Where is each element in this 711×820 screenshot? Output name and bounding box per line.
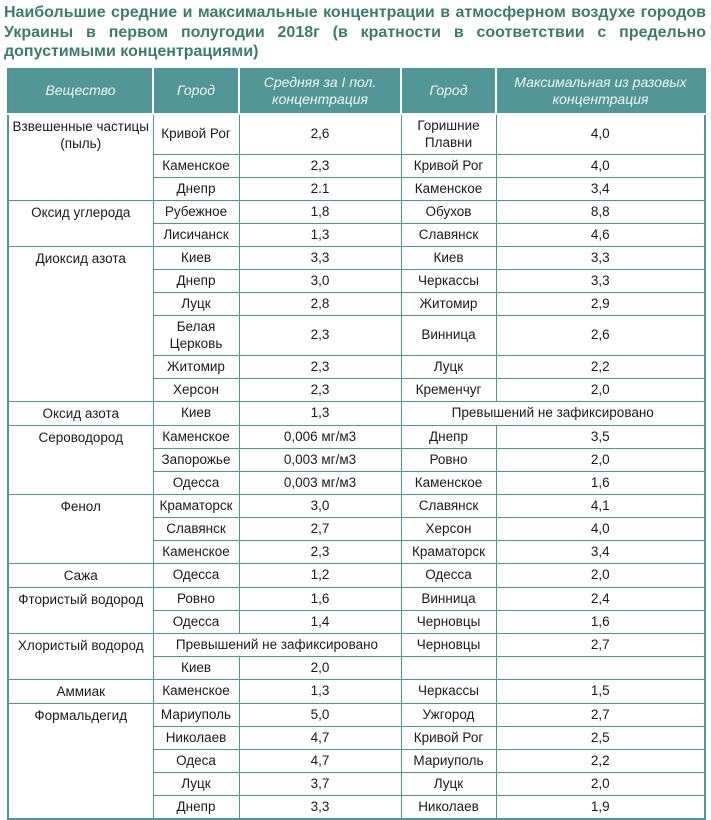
avg-city-cell: Житомир — [153, 355, 239, 378]
max-value-cell — [496, 656, 705, 679]
avg-city-cell: Днепр — [153, 177, 239, 200]
max-city-cell: Николаев — [401, 795, 496, 819]
avg-city-cell: Мариуполь — [153, 703, 239, 726]
avg-city-cell: Одеса — [153, 749, 239, 772]
max-value-cell: 1,6 — [496, 471, 705, 494]
table-row — [8, 563, 705, 587]
no-exceedance-note: Превышений не зафиксировано — [401, 401, 705, 425]
avg-value-cell: 0,003 мг/м3 — [239, 448, 401, 471]
column-header-max-concentration: Максимальная из разовых концентрация — [496, 69, 705, 114]
max-value-cell: 1,5 — [496, 679, 705, 703]
avg-value-cell: 3,3 — [239, 246, 401, 269]
max-city-cell: Кременчуг — [401, 378, 496, 401]
max-value-cell: 2,6 — [496, 315, 705, 355]
table-row — [8, 633, 705, 656]
page-title: Наибольшие средние и максимальные концентрации в атмосферном воздухе городов Украины в первом полугодии 2018г (в кратности в соответствии с предельно допустимыми концентрациями) — [4, 4, 706, 61]
substance-cell: Диоксид азота — [8, 246, 153, 401]
avg-city-cell: Киев — [153, 401, 239, 425]
avg-city-cell: Рубежное — [153, 200, 239, 223]
avg-value-cell: 3,7 — [239, 772, 401, 795]
substance-cell: Формальдегид — [8, 703, 153, 819]
avg-value-cell: 1,3 — [239, 679, 401, 703]
avg-city-cell: Киев — [153, 246, 239, 269]
avg-value-cell: 1,6 — [239, 587, 401, 610]
max-value-cell: 8,8 — [496, 200, 705, 223]
table-row — [8, 679, 705, 703]
avg-value-cell: 4,7 — [239, 726, 401, 749]
table-row — [8, 114, 705, 155]
avg-city-cell: Киев — [153, 656, 239, 679]
avg-value-cell: 1,3 — [239, 223, 401, 246]
avg-city-cell: Белая Церковь — [153, 315, 239, 355]
max-city-cell: Краматорск — [401, 540, 496, 563]
avg-city-cell: Луцк — [153, 292, 239, 315]
max-value-cell: 3,4 — [496, 177, 705, 200]
max-value-cell: 2,0 — [496, 448, 705, 471]
max-city-cell: Каменское — [401, 177, 496, 200]
avg-value-cell: 2,3 — [239, 355, 401, 378]
avg-value-cell: 0,003 мг/м3 — [239, 471, 401, 494]
max-city-cell: Славянск — [401, 223, 496, 246]
avg-value-cell: 2,7 — [239, 517, 401, 540]
column-header-max-city: Город — [401, 69, 496, 114]
max-value-cell: 2,9 — [496, 292, 705, 315]
column-header-avg-concentration: Средняя за I пол. концентрация — [239, 69, 401, 114]
avg-city-cell: Каменское — [153, 540, 239, 563]
avg-value-cell: 1,4 — [239, 610, 401, 633]
avg-value-cell: 2,3 — [239, 315, 401, 355]
max-city-cell: Винница — [401, 587, 496, 610]
max-value-cell: 2,0 — [496, 563, 705, 587]
avg-city-cell: Каменское — [153, 154, 239, 177]
substance-cell: Фенол — [8, 494, 153, 563]
max-city-cell: Киев — [401, 246, 496, 269]
table-row — [8, 246, 705, 269]
avg-value-cell: 3,0 — [239, 494, 401, 517]
avg-value-cell: 2,3 — [239, 540, 401, 563]
table-header — [8, 69, 705, 114]
max-value-cell: 2,7 — [496, 703, 705, 726]
avg-value-cell: 2,3 — [239, 378, 401, 401]
max-city-cell: Каменское — [401, 471, 496, 494]
avg-city-cell: Ровно — [153, 587, 239, 610]
avg-value-cell: 0,006 мг/м3 — [239, 425, 401, 448]
avg-city-cell: Краматорск — [153, 494, 239, 517]
max-value-cell: 2,0 — [496, 772, 705, 795]
avg-value-cell: 3,3 — [239, 795, 401, 819]
avg-value-cell: 2,8 — [239, 292, 401, 315]
avg-city-cell: Запорожье — [153, 448, 239, 471]
substance-cell: Оксид углерода — [8, 200, 153, 246]
max-city-cell: Винница — [401, 315, 496, 355]
max-value-cell: 3,4 — [496, 540, 705, 563]
column-header-avg-city: Город — [153, 69, 239, 114]
max-city-cell: Черкассы — [401, 679, 496, 703]
max-city-cell: Горишние Плавни — [401, 114, 496, 155]
max-value-cell: 2,7 — [496, 633, 705, 656]
max-city-cell: Славянск — [401, 494, 496, 517]
max-city-cell — [401, 656, 496, 679]
avg-value-cell: 5,0 — [239, 703, 401, 726]
avg-value-cell: 2,3 — [239, 154, 401, 177]
max-city-cell: Черкассы — [401, 269, 496, 292]
report-page — [0, 3, 711, 820]
max-value-cell: 4,0 — [496, 114, 705, 155]
avg-city-cell: Днепр — [153, 269, 239, 292]
avg-city-cell: Днепр — [153, 795, 239, 819]
max-city-cell: Черновцы — [401, 633, 496, 656]
substance-cell: Фтористый водород — [8, 587, 153, 633]
max-city-cell: Кривой Рог — [401, 726, 496, 749]
avg-value-cell: 1,2 — [239, 563, 401, 587]
max-city-cell: Кривой Рог — [401, 154, 496, 177]
max-city-cell: Мариуполь — [401, 749, 496, 772]
substance-cell: Взвешенные частицы (пыль) — [8, 114, 153, 201]
max-value-cell: 4,6 — [496, 223, 705, 246]
column-header-substance: Вещество — [8, 69, 153, 114]
avg-city-cell: Кривой Рог — [153, 114, 239, 155]
concentration-table — [7, 68, 706, 820]
max-value-cell: 2,2 — [496, 749, 705, 772]
avg-value-cell: 2.1 — [239, 177, 401, 200]
substance-cell: Сероводород — [8, 425, 153, 494]
table-row — [8, 587, 705, 610]
table-row — [8, 425, 705, 448]
max-city-cell: Одесса — [401, 563, 496, 587]
max-city-cell: Херсон — [401, 517, 496, 540]
substance-cell: Оксид азота — [8, 401, 153, 425]
avg-city-cell: Лисичанск — [153, 223, 239, 246]
max-city-cell: Ужгород — [401, 703, 496, 726]
substance-cell: Аммиак — [8, 679, 153, 703]
max-value-cell: 3,3 — [496, 246, 705, 269]
table-row — [8, 494, 705, 517]
table-row — [8, 703, 705, 726]
avg-value-cell: 2,6 — [239, 114, 401, 155]
avg-value-cell: 4,7 — [239, 749, 401, 772]
max-city-cell: Днепр — [401, 425, 496, 448]
max-value-cell: 3,3 — [496, 269, 705, 292]
max-value-cell: 2,0 — [496, 378, 705, 401]
avg-city-cell: Луцк — [153, 772, 239, 795]
max-city-cell: Житомир — [401, 292, 496, 315]
max-city-cell: Луцк — [401, 772, 496, 795]
avg-city-cell: Одесса — [153, 563, 239, 587]
max-city-cell: Ровно — [401, 448, 496, 471]
avg-city-cell: Каменское — [153, 425, 239, 448]
substance-cell: Хлористый водород — [8, 633, 153, 679]
max-city-cell: Луцк — [401, 355, 496, 378]
avg-city-cell: Одесса — [153, 610, 239, 633]
avg-city-cell: Николаев — [153, 726, 239, 749]
max-value-cell: 1,6 — [496, 610, 705, 633]
avg-value-cell: 1,8 — [239, 200, 401, 223]
no-exceedance-note: Превышений не зафиксировано — [153, 633, 401, 656]
avg-value-cell: 3,0 — [239, 269, 401, 292]
table-row — [8, 200, 705, 223]
avg-value-cell: 2,0 — [239, 656, 401, 679]
header-row — [8, 69, 705, 114]
table-body — [8, 114, 705, 819]
avg-value-cell: 1,3 — [239, 401, 401, 425]
max-value-cell: 2,2 — [496, 355, 705, 378]
avg-city-cell: Херсон — [153, 378, 239, 401]
max-value-cell: 2,4 — [496, 587, 705, 610]
max-value-cell: 3,5 — [496, 425, 705, 448]
max-city-cell: Обухов — [401, 200, 496, 223]
substance-cell: Сажа — [8, 563, 153, 587]
max-value-cell: 1,9 — [496, 795, 705, 819]
max-city-cell: Черновцы — [401, 610, 496, 633]
avg-city-cell: Славянск — [153, 517, 239, 540]
max-value-cell: 4,1 — [496, 494, 705, 517]
max-value-cell: 4,0 — [496, 517, 705, 540]
max-value-cell: 4,0 — [496, 154, 705, 177]
avg-city-cell: Одесса — [153, 471, 239, 494]
max-value-cell: 2,5 — [496, 726, 705, 749]
table-row — [8, 401, 705, 425]
avg-city-cell: Каменское — [153, 679, 239, 703]
